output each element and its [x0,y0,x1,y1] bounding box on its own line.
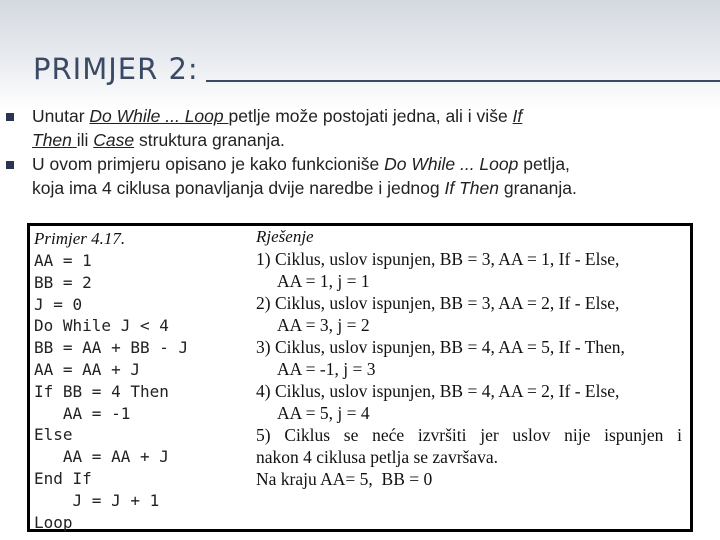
solution-word: uslov [512,425,551,445]
bullet-text: koja ima 4 ciklusa ponavljanja dvije naredbe i jednog [32,178,445,198]
code-line: Else [34,425,73,445]
solution-line: nakon 4 ciklusa petlja se završava. [256,447,498,467]
solution-line: 2) Ciklus, uslov ispunjen, BB = 3, AA = 2, If - Else, [256,293,620,313]
slide-title: PRIMJER 2: [33,52,199,86]
code-lines [34,250,188,533]
solution-line: AA = 3, j = 2 [277,315,370,335]
code-line: End If [34,468,92,488]
bullet-1 [0,104,720,152]
bullet-text: grananja. [498,178,577,198]
code-line: AA = -1 [34,403,131,423]
bullet-2 [0,152,720,200]
solution-line: AA = 5, j = 4 [277,403,370,423]
code-line: AA = AA + J [34,447,169,467]
bullet-text: Unutar [32,106,90,126]
solution-line: 3) Ciklus, uslov ispunjen, BB = 4, AA = 5, If - Then, [256,337,625,357]
solution-word: Ciklus [284,425,331,445]
bullet-keyword: If Then [444,178,499,198]
code-line: J = J + 1 [34,490,160,510]
title-underline [206,80,720,82]
solution-line: AA = -1, j = 3 [277,359,376,379]
solution-word: 5) [256,425,271,445]
solution-line: 1) Ciklus, uslov ispunjen, BB = 3, AA = 1, If - Else, [256,249,620,269]
bullet-text: struktura grananja. [134,130,285,150]
bullet-1-line-1 [32,104,720,128]
code-line: AA = AA + J [34,359,140,379]
solution-header: Rješenje [256,227,314,246]
solution-word: neće [372,425,405,445]
solution-line: AA = 1, j = 1 [277,271,370,291]
solution-word: nije [564,425,591,445]
solution-word: izvršiti [417,425,467,445]
bullet-keyword: Case [93,130,135,150]
solution-line: Na kraju AA= 5, BB = 0 [256,469,433,489]
solution-word: jer [480,425,499,445]
bullet-2-line-2 [32,176,720,200]
code-line: Do While J < 4 [34,316,169,336]
bullet-text: petlje može postojati jedna, ali i više [228,106,513,126]
bullet-1-line-2 [32,128,720,152]
code-header: Primjer 4.17. [34,229,126,248]
square-bullet-icon [6,113,14,121]
code-line: BB = AA + BB - J [34,338,189,358]
solution-line: 4) Ciklus, uslov ispunjen, BB = 4, AA = 2, If - Else, [256,381,620,401]
code-line: AA = 1 [34,251,92,270]
square-bullet-icon [6,161,14,169]
bullet-list [0,104,720,200]
solution-word: i [677,425,682,445]
code-line: J = 0 [34,294,83,314]
bullet-text: petlja, [518,154,570,174]
bullet-2-line-1 [32,152,720,176]
bullet-keyword: Then [32,130,77,150]
bullet-text: ili [76,130,94,150]
solution-word: se [343,425,359,445]
example-image-box [27,223,693,532]
bullet-keyword: Do While ... Loop [89,106,229,126]
code-listing [34,228,188,533]
code-line: Loop [34,512,73,532]
code-line: BB = 2 [34,272,92,292]
solution-line-5 [256,424,682,446]
solution-word: ispunjen [604,425,664,445]
code-line: If BB = 4 Then [34,381,169,401]
bullet-text: U ovom primjeru opisano je kako funkcioniše [32,154,385,174]
bullet-keyword: If [512,106,523,126]
bullet-keyword: Do While ... Loop [384,154,519,174]
solution-panel [256,226,686,490]
